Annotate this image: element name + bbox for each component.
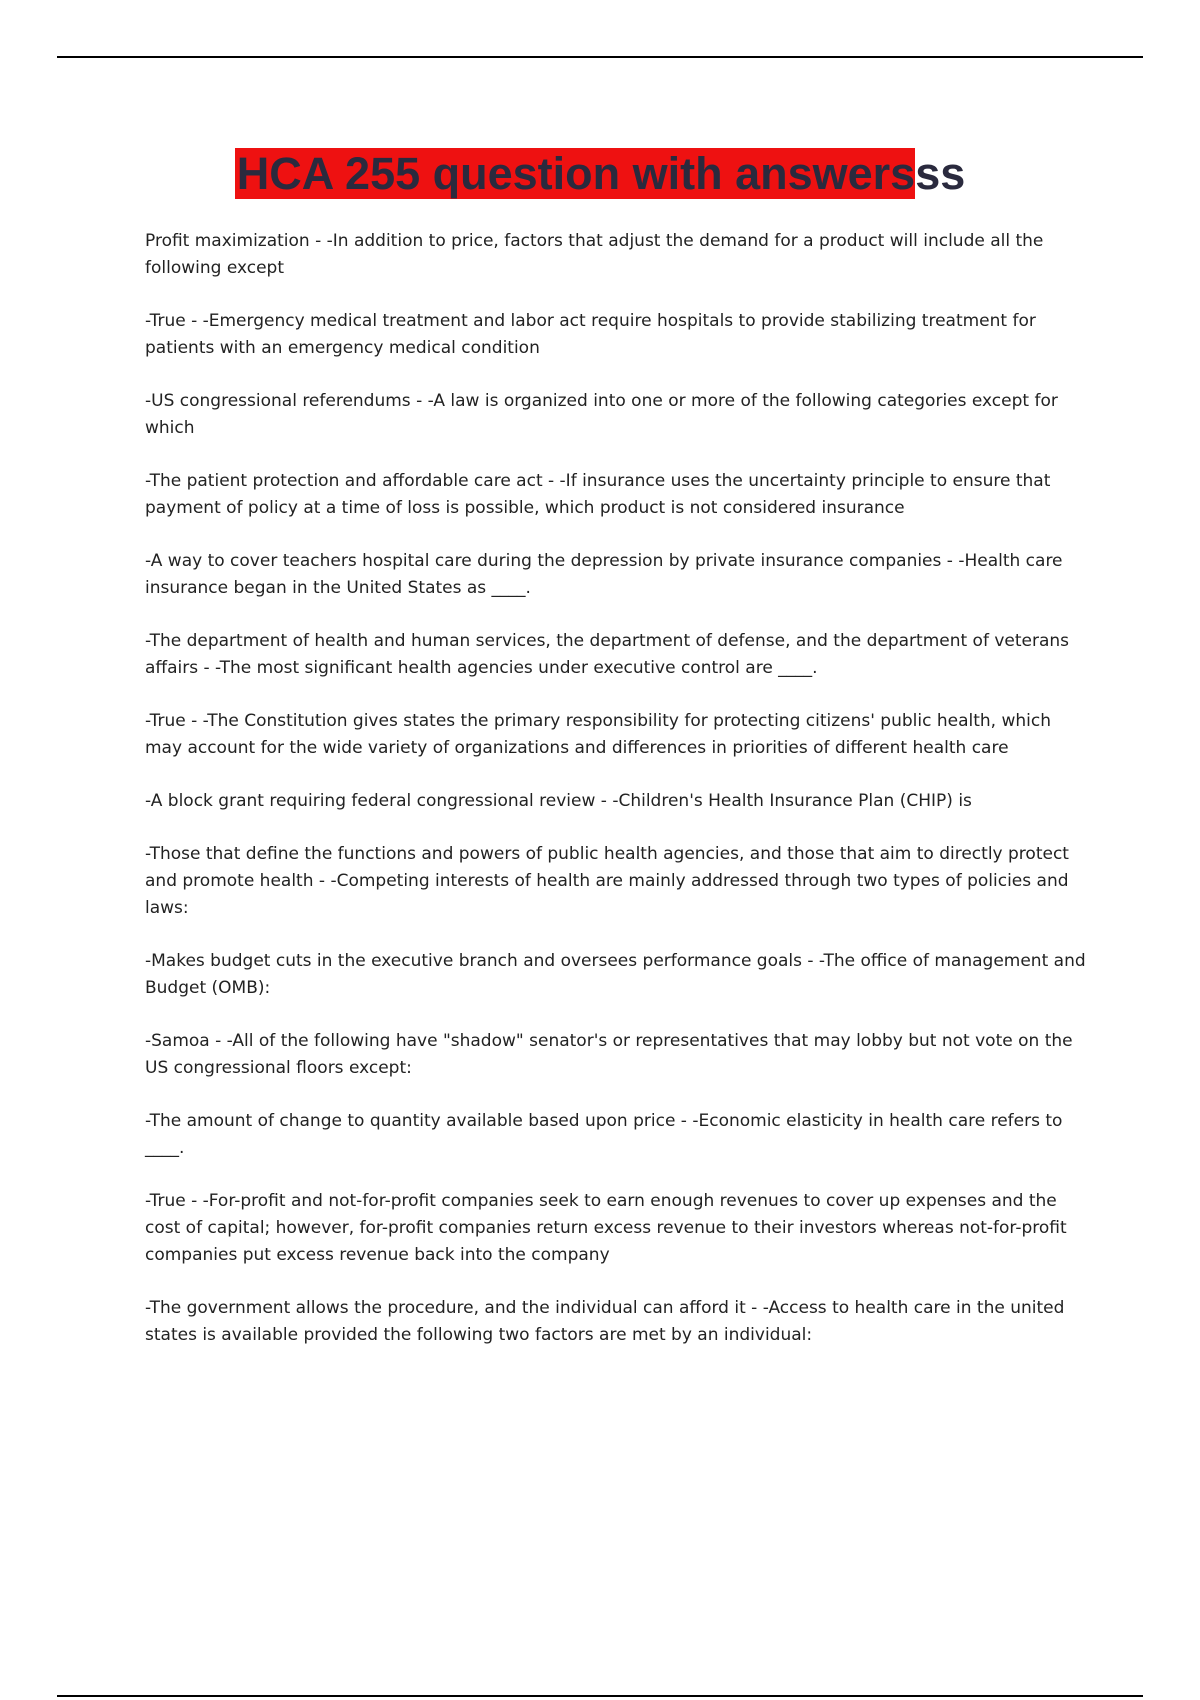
title-suffix: ss	[915, 148, 966, 199]
qa-item: -A way to cover teachers hospital care during the depression by private insurance companies - -Health care insurance began in the United States as ____.	[145, 551, 1063, 598]
qa-item: -True - -The Constitution gives states the primary responsibility for protecting citizens' public health, which may account for the wide variety of organizations and differences in priorities of different health care	[145, 711, 1052, 758]
document-title	[0, 146, 1200, 202]
title-text	[235, 146, 966, 202]
qa-item: -Those that define the functions and powers of public health agencies, and those that aim to directly protect and promote health - -Competing interests of health are mainly addressed through two types of policies and laws:	[145, 844, 1069, 918]
header-rule	[57, 56, 1143, 58]
title-highlight: HCA 255 question with answers	[236, 148, 916, 199]
qa-item: -True - -Emergency medical treatment and labor act require hospitals to provide stabilizing treatment for patients with an emergency medical condition	[145, 311, 1036, 358]
qa-item: -The patient protection and affordable care act - -If insurance uses the uncertainty principle to ensure that payment of policy at a time of loss is possible, which product is not considered insurance	[145, 471, 1051, 518]
qa-item: -True - -For-profit and not-for-profit companies seek to earn enough revenues to cover up expenses and the cost of capital; however, for-profit companies return excess revenue to their investors whereas not-for-profit companies put excess revenue back into the company	[145, 1191, 1067, 1265]
qa-item: -The department of health and human services, the department of defense, and the department of veterans affairs - -The most significant health agencies under executive control are ____.	[145, 631, 1070, 678]
footer-rule	[57, 1695, 1143, 1697]
qa-item: -The government allows the procedure, and the individual can afford it - -Access to health care in the united states is available provided the following two factors are met by an individual:	[145, 1298, 1065, 1345]
qa-item: -A block grant requiring federal congressional review - -Children's Health Insurance Plan (CHIP) is	[145, 791, 972, 811]
qa-item: -Makes budget cuts in the executive branch and oversees performance goals - -The office of management and Budget (OMB):	[145, 951, 1086, 998]
qa-item: -US congressional referendums - -A law is organized into one or more of the following categories except for which	[145, 391, 1058, 438]
qa-item: -The amount of change to quantity available based upon price - -Economic elasticity in health care refers to ____.	[145, 1111, 1063, 1158]
qa-list	[145, 228, 1090, 1375]
qa-item: -Samoa - -All of the following have "shadow" senator's or representatives that may lobby but not vote on the US congressional floors except:	[145, 1031, 1073, 1078]
qa-item: Profit maximization - -In addition to price, factors that adjust the demand for a product will include all the following except	[145, 231, 1044, 278]
